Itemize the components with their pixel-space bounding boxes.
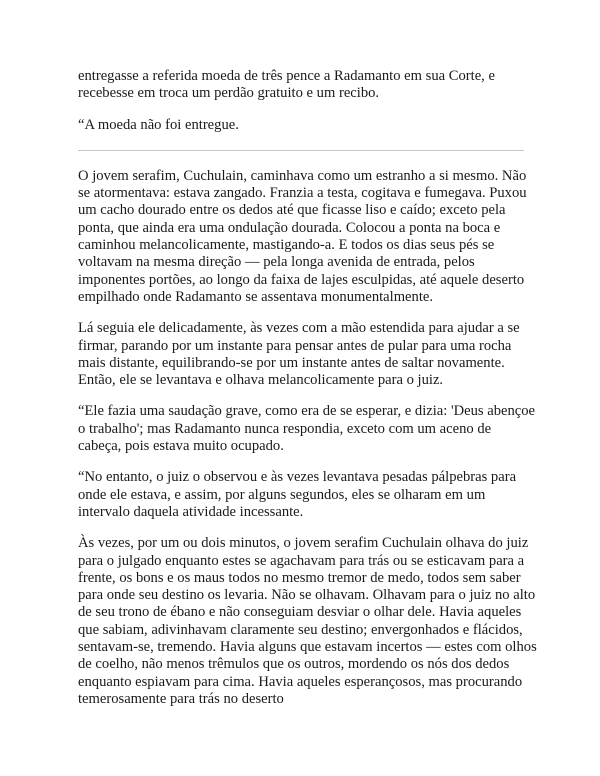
section-divider [78,150,524,151]
paragraph-6: “No entanto, o juiz o observou e às vezes levantava pesadas pálpebras para onde ele estava, e assim, por alguns segundos, eles se olharam em um intervalo daquela atividade incessante. [78,469,517,520]
paragraph-4: Lá seguia ele delicadamente, às vezes com a mão estendida para ajudar a se firmar, parando por um instante para pensar antes de pular para uma rocha mais distante, equilibrando-se por um instante antes de saltar novamente. Então, ele se levantava e olhava melancolicamente para o juiz. [78,320,520,389]
paragraph-5: “Ele fazia uma saudação grave, como era de se esperar, e dizia: 'Deus abençoe o trabalho'; mas Radamanto nunca respondia, exceto com um aceno de cabeça, pois estava muito ocupado. [78,403,536,455]
paragraph-1: entregasse a referida moeda de três pence a Radamanto em sua Corte, e recebesse em troca um perdão gratuito e um recibo. [78,68,495,102]
paragraph-7: Às vezes, por um ou dois minutos, o jovem serafim Cuchulain olhava do juiz para o julgado enquanto estes se agachavam para trás ou se esticavam para a frente, os bons e os maus todos no mesmo tremor de medo, todos sem saber para onde seu destino os levaria. Não se olhavam. Olhavam para o juiz no alto de seu trono de ébano e não conseguiam desviar o olhar dele. Havia aqueles que sabiam, adivinhavam claramente seu destino; envergonhados e flácidos, sentavam-se, tremendo. Havia alguns que estavam incertos — estes com olhos de coelho, não menos trêmulos que os outros, mordendo os nós dos dedos enquanto espiavam para cima. Havia aqueles esperançosos, mas procurando temerosamente para trás no deserto [78,535,537,707]
paragraph-2: “A moeda não foi entregue. [78,116,239,133]
document-page [78,68,538,722]
paragraph-3: O jovem serafim, Cuchulain, caminhava como um estranho a si mesmo. Não se atormentava: estava zangado. Franzia a testa, cogitava e fumegava. Puxou um cacho dourado entre os dedos até que ficasse liso e caído; exceto pela ponta, que ainda era uma ondulação dourada. Colocou a ponta na boca e caminhou melancolicamente, mastigando-a. E todos os dias seus pés se voltavam na mesma direção — pela longa avenida de entrada, pelos imponentes portões, ao longo da faixa de lajes esculpidas, até aquele deserto empilhado onde Radamanto se assentava monumentalmente. [78,167,527,305]
